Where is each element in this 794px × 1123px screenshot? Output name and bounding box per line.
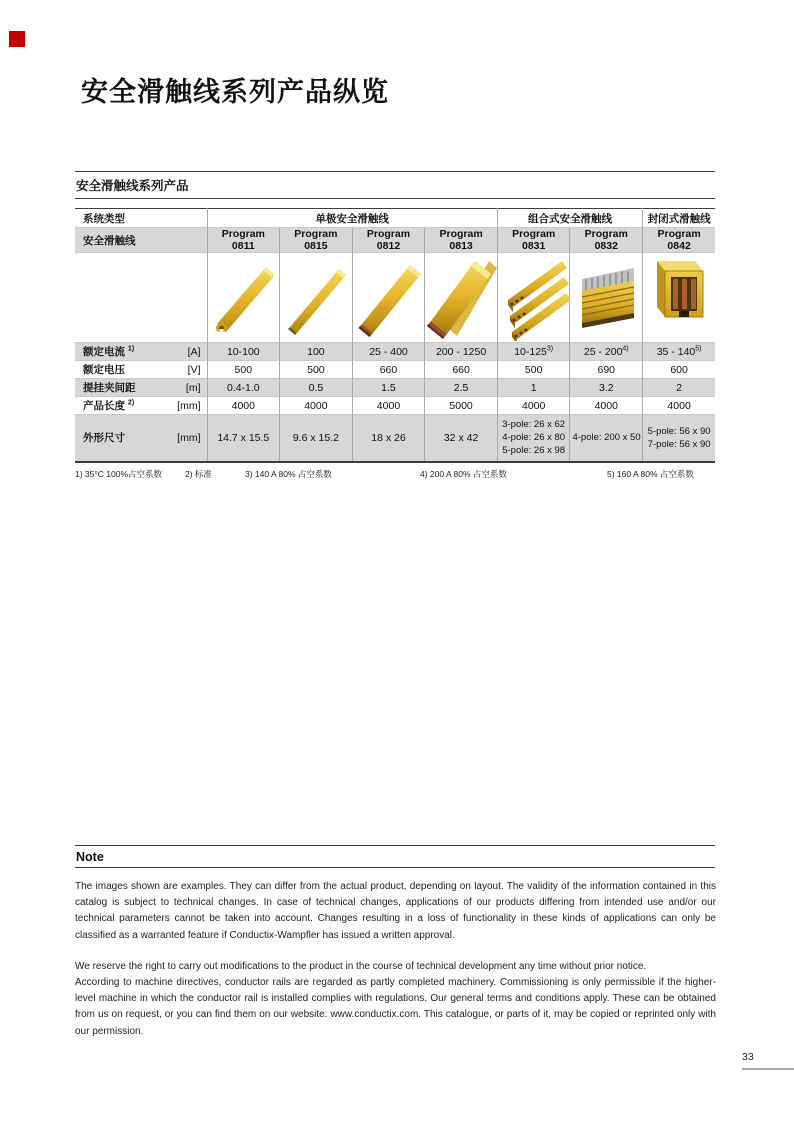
program-0831: Program 0831 <box>497 228 570 253</box>
value-cell: 4000 <box>352 397 425 415</box>
value-cell: 4000 <box>280 397 353 415</box>
note-title: Note <box>76 850 104 864</box>
note-paragraph-1: The images shown are examples. They can differ from the actual product, depending on layout. The validity of the information contained in this catalog is subject to technical changes. In case of technical changes, applications of our products differing from intended use and/or our technical parameters cannot be taken into account. Changes resulting in a loss of functionality in these kinds of applications can only be classified as a warranted feature if Conductix-Wampfler has issued a written approval. <box>75 881 716 941</box>
program-0832: Program 0832 <box>570 228 643 253</box>
page-title: 安全滑触线系列产品纵览 <box>81 77 389 107</box>
value-cell: 5-pole: 56 x 90 7-pole: 56 x 90 <box>643 415 716 462</box>
value-cell: 10-100 <box>207 343 280 361</box>
value-cell: 2.5 <box>425 379 498 397</box>
value-cell: 660 <box>425 361 498 379</box>
page-number-rule <box>742 1068 794 1070</box>
spec-table <box>75 208 715 463</box>
table-row-dimensions <box>75 415 715 462</box>
value-cell: 500 <box>207 361 280 379</box>
value-cell: 200 - 1250 <box>425 343 498 361</box>
rated-voltage-label: 额定电压 [V] <box>75 361 207 379</box>
table-row-product-images <box>75 253 715 343</box>
product-image-0832-icon <box>570 253 643 343</box>
program-0811: Program 0811 <box>207 228 280 253</box>
value-cell: 9.6 x 15.2 <box>280 415 353 462</box>
note-paragraph-3: According to machine directives, conductor rails are regarded as partly completed machinery. Commissioning is only permissible if the higher-level machine in which the conductor rail is installed complies with regulations. Our general terms and conditions apply. These can be obtained from us on request, or you can find them on our website: www.conductix.com. This catalogue, or parts of it, may be copied or reprinted only with our permission. <box>75 977 716 1037</box>
program-0815: Program 0815 <box>280 228 353 253</box>
value-cell: 35 - 140$^{5)}$ <box>643 343 716 361</box>
value-cell: 32 x 42 <box>425 415 498 462</box>
program-0812: Program 0812 <box>352 228 425 253</box>
value-cell: 660 <box>352 361 425 379</box>
table-row-programs <box>75 228 715 253</box>
value-cell: 4000 <box>207 397 280 415</box>
product-image-0811-icon <box>207 253 280 343</box>
clamp-spacing-label: 提挂夹间距 [m] <box>75 379 207 397</box>
note-section-header <box>75 845 715 868</box>
table-row-clamp-spacing <box>75 379 715 397</box>
divider <box>75 867 715 868</box>
value-cell: 3.2 <box>570 379 643 397</box>
section-header <box>75 171 715 199</box>
value-cell: 4-pole: 200 x 50 <box>570 415 643 462</box>
value-cell: 14.7 x 15.5 <box>207 415 280 462</box>
program-0813: Program 0813 <box>425 228 498 253</box>
value-cell: 0.4-1.0 <box>207 379 280 397</box>
value-cell: 3-pole: 26 x 62 4-pole: 26 x 80 5-pole: 26 x 98 <box>497 415 570 462</box>
value-cell: 0.5 <box>280 379 353 397</box>
value-cell: 690 <box>570 361 643 379</box>
footnote-3: 3) 140 A 80% 占空系数 <box>245 469 332 479</box>
value-cell: 100 <box>280 343 353 361</box>
footnote-5: 5) 160 A 80% 占空系数 <box>607 469 694 479</box>
value-cell: 500 <box>497 361 570 379</box>
table-row-system-type <box>75 209 715 228</box>
group-single-pole: 单极安全滑触线 <box>207 209 497 228</box>
product-image-0813-icon <box>425 253 498 343</box>
section-title: 安全滑触线系列产品 <box>76 179 189 193</box>
dimensions-label: 外形尺寸 [mm] <box>75 415 207 462</box>
value-cell: 1 <box>497 379 570 397</box>
table-row-rated-voltage <box>75 361 715 379</box>
value-cell: 2 <box>643 379 716 397</box>
value-cell: 25 - 400 <box>352 343 425 361</box>
page-number: 33 <box>742 1051 754 1063</box>
footnote-1: 1) 35°C 100%占空系数 <box>75 469 163 479</box>
group-compact: 组合式安全滑触线 <box>497 209 642 228</box>
value-cell: 18 x 26 <box>352 415 425 462</box>
divider <box>75 198 715 199</box>
product-image-0812-icon <box>352 253 425 343</box>
series-label: 安全滑触线 <box>75 228 207 253</box>
group-enclosed: 封闭式滑触线 <box>643 209 716 228</box>
value-cell: 5000 <box>425 397 498 415</box>
program-0842: Program 0842 <box>643 228 716 253</box>
value-cell: 500 <box>280 361 353 379</box>
value-cell: 600 <box>643 361 716 379</box>
table-row-rated-current <box>75 343 715 361</box>
empty-cell <box>75 253 207 343</box>
value-cell: 4000 <box>497 397 570 415</box>
product-image-0831-icon <box>497 253 570 343</box>
product-image-0815-icon <box>280 253 353 343</box>
note-paragraph-2: We reserve the right to carry out modifications to the product in the course of technical development any time without prior notice. <box>75 961 647 972</box>
footnote-2: 2) 标准 <box>185 469 212 479</box>
rated-current-label: 额定电流 $^{1)}$ [A] <box>75 343 207 361</box>
table-row-product-length <box>75 397 715 415</box>
system-type-label: 系统类型 <box>83 212 125 225</box>
product-image-0842-icon <box>643 253 716 343</box>
product-length-label: 产品长度 $^{2)}$ [mm] <box>75 397 207 415</box>
footnote-4: 4) 200 A 80% 占空系数 <box>420 469 507 479</box>
value-cell: 10-125$^{3)}$ <box>497 343 570 361</box>
value-cell: 1.5 <box>352 379 425 397</box>
value-cell: 4000 <box>570 397 643 415</box>
value-cell: 4000 <box>643 397 716 415</box>
value-cell: 25 - 200$^{4)}$ <box>570 343 643 361</box>
brand-mark-icon <box>9 31 25 47</box>
